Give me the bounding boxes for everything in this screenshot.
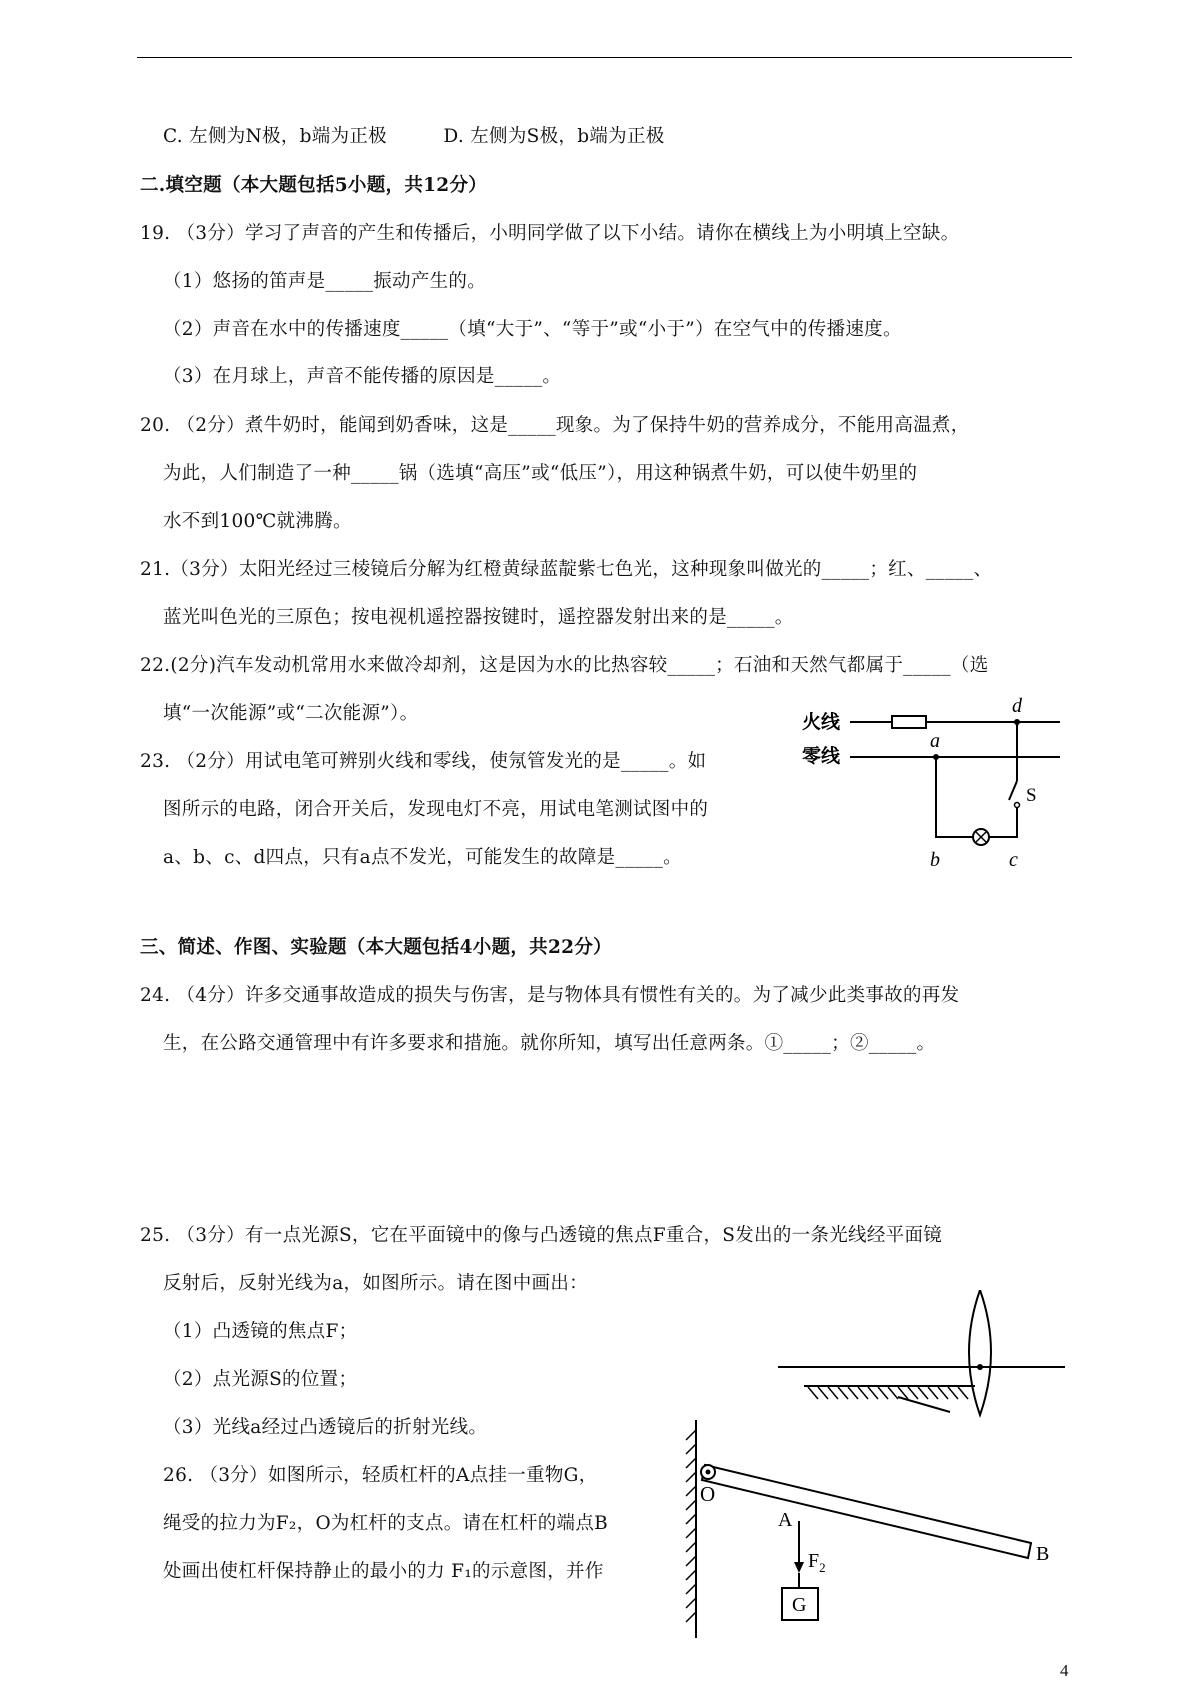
point-label-d: d [1012,695,1022,717]
question-20-cont: 为此，人们制造了一种_____锅（选填“高压”或“低压”），用这种锅煮牛奶，可以使牛奶里的 [163,463,918,484]
neutral-wire-label: 零线 [802,746,841,767]
question-22: 22.(2分)汽车发动机常用水来做冷却剂，这是因为水的比热容较_____；石油和天然气都属于_____（选 [140,655,989,676]
point-label-b: b [930,849,940,871]
label-f-subscript: 2 [819,1560,826,1575]
question-22-cont: 填“一次能源”或“二次能源”）。 [163,703,419,724]
lens-center [977,1364,983,1370]
live-wire-label: 火线 [802,712,841,733]
question-19-part-2: （2）声音在水中的传播速度_____（填“大于”、“等于”或“小于”）在空气中的传播速度。 [163,319,902,340]
question-23: 23. （2分）用试电笔可辨别火线和零线，使氖管发光的是_____。如 [140,751,707,772]
page-number: 4 [1060,1661,1069,1680]
question-26-cont: 处画出使杠杆保持静止的最小的力 F₁的示意图，并作 [163,1561,604,1582]
section-heading: 二.填空题（本大题包括5小题，共12分） [140,175,488,196]
label-b: B [1036,1543,1050,1565]
question-21: 21.（3分）太阳光经过三棱镜后分解为红橙黄绿蓝靛紫七色光，这种现象叫做光的_____；红、_____、 [140,559,993,580]
circuit-diagram [790,695,1070,875]
section-heading: 三、简述、作图、实验题（本大题包括4小题，共22分） [140,937,612,958]
option-line: C. 左侧为N极，b端为正极 D. 左侧为S极，b端为正极 [163,126,665,147]
branch-right-lower [989,807,1017,837]
lens-mirror-diagram [770,1290,1070,1420]
lever-bar [702,1465,1031,1558]
label-g: G [792,1594,807,1616]
convex-lens [969,1290,991,1415]
question-25-part-3: （3）光线a经过凸透镜后的折射光线。 [163,1417,488,1438]
force-arrowhead [794,1562,804,1573]
switch-label: S [1026,785,1037,806]
question-21-cont: 蓝光叫色光的三原色；按电视机遥控器按键时，遥控器发射出来的是_____。 [163,607,794,628]
question-26-cont: 绳受的拉力为F₂，O为杠杆的支点。请在杠杆的端点B [163,1513,609,1534]
branch-left [936,757,973,837]
point-label-a: a [930,730,940,752]
question-19-part-1: （1）悠扬的笛声是_____振动产生的。 [163,271,487,292]
fuse [892,716,926,728]
question-25-part-2: （2）点光源S的位置； [163,1369,358,1390]
question-25-part-1: （1）凸透镜的焦点F； [163,1321,358,1342]
pivot-center [706,1470,711,1475]
question-20-cont: 水不到100℃就沸腾。 [163,511,352,532]
point-label-c: c [1009,849,1018,871]
label-o: O [700,1482,716,1506]
question-19-part-3: （3）在月球上，声音不能传播的原因是_____。 [163,366,562,387]
question-19: 19. （3分）学习了声音的产生和传播后，小明同学做了以下小结。请你在横线上为小明填上空缺。 [140,223,960,244]
label-a: A [778,1509,793,1531]
question-25: 25. （3分）有一点光源S，它在平面镜中的像与凸透镜的焦点F重合，S发出的一条光线经平面镜 [140,1225,943,1246]
switch-contact [1015,803,1020,808]
lever-diagram [678,1410,1078,1645]
question-23-cont: a、b、c、d四点，只有a点不发光，可能发生的故障是_____。 [163,847,682,868]
header-rule [137,57,1072,58]
label-f: F [808,1550,820,1572]
question-25-cont: 反射后，反射光线为a，如图所示。请在图中画出： [163,1273,588,1294]
wall-hatching [686,1430,696,1622]
mirror-hatching [808,1387,968,1399]
question-20: 20. （2分）煮牛奶时，能闻到奶香味，这是_____现象。为了保持牛奶的营养成分，不能用高温煮， [140,415,970,436]
question-24: 24. （4分）许多交通事故造成的损失与伤害，是与物体具有惯性有关的。为了减少此类事故的再发 [140,985,960,1006]
question-23-cont: 图所示的电路，闭合开关后，发现电灯不亮，用试电笔测试图中的 [163,799,709,820]
question-24-cont: 生，在公路交通管理中有许多要求和措施。就你所知，填写出任意两条。①_____；②_____。 [163,1033,936,1054]
label-f2 [808,1550,826,1575]
switch-blade [1009,781,1017,800]
question-26: 26. （3分）如图所示，轻质杠杆的A点挂一重物G， [163,1465,598,1486]
